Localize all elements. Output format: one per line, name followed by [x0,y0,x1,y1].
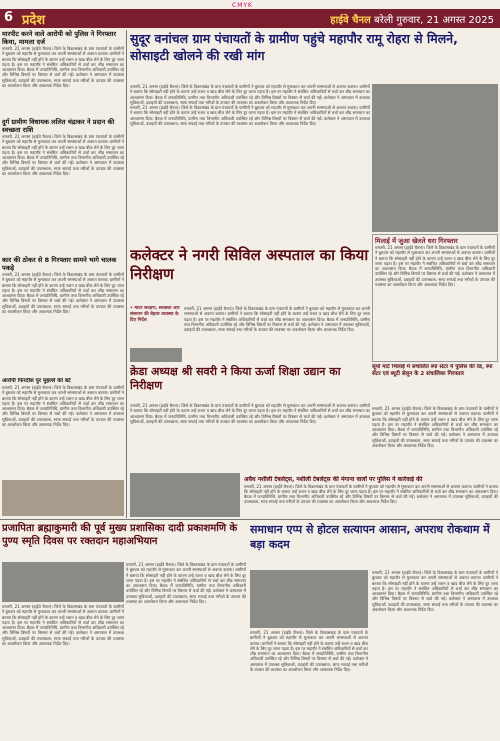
article-a6-headline: अवैध नशीली टेबलेट्स, नशीली टेबलेट्स की मंगाना वालों पर पुलिस ने कार्रवाई की [244,476,423,483]
article-l5-body-2: धमतरी, 21 अगस्त (हाईवे चैनल)। जिले के विकासखंड के ग्राम पंचायतों के ग्रामीणों ने बुधवार को महापौर से मुलाकात कर अपनी समस्याओं से अवगत कराया। ग्रामीणों ने बताया कि सोसाइटी नहीं होने के कारण उन्हें राशन व खाद बीज लेने के लिए दूर जाना पड़ता है। इस पर महापौर ने संबंधित अधिकारियों से चर्चा कर शीघ्र समाधान का आश्वासन दिया। बैठक में जनप्रतिनिधि, ग्रामीण तथा विभागीय अधिकारी उपस्थित रहे और विभिन्न विषयों पर विस्तार से चर्चा की गई। कलेक्टर ने अस्पताल में उपलब्ध सुविधाओं, दवाइयों की उपलब्धता, साफ सफाई तथा मरीजों के उपचार की व्यवस्था का अवलोकन किया और आवश्यक निर्देश दिए। [126,562,246,605]
article-l1-body: धमतरी, 21 अगस्त (हाईवे चैनल)। जिले के विकासखंड के ग्राम पंचायतों के ग्रामीणों ने बुधवार को महापौर से मुलाकात कर अपनी समस्याओं से अवगत कराया। ग्रामीणों ने बताया कि सोसाइटी नहीं होने के कारण उन्हें राशन व खाद बीज लेने के लिए दूर जाना पड़ता है। इस पर महापौर ने संबंधित अधिकारियों से चर्चा कर शीघ्र समाधान का आश्वासन दिया। बैठक में जनप्रतिनिधि, ग्रामीण तथा विभागीय अधिकारी उपस्थित रहे और विभिन्न विषयों पर विस्तार से चर्चा की गई। कलेक्टर ने अस्पताल में उपलब्ध सुविधाओं, दवाइयों की उपलब्धता, साफ सफाई तथा मरीजों के उपचार की व्यवस्था का अवलोकन किया और आवश्यक निर्देश दिए। [2,46,124,89]
article-l3-body: धमतरी, 21 अगस्त (हाईवे चैनल)। जिले के विकासखंड के ग्राम पंचायतों के ग्रामीणों ने बुधवार को महापौर से मुलाकात कर अपनी समस्याओं से अवगत कराया। ग्रामीणों ने बताया कि सोसाइटी नहीं होने के कारण उन्हें राशन व खाद बीज लेने के लिए दूर जाना पड़ता है। इस पर महापौर ने संबंधित अधिकारियों से चर्चा कर शीघ्र समाधान का आश्वासन दिया। बैठक में जनप्रतिनिधि, ग्रामीण तथा विभागीय अधिकारी उपस्थित रहे और विभिन्न विषयों पर विस्तार से चर्चा की गई। कलेक्टर ने अस्पताल में उपलब्ध सुविधाओं, दवाइयों की उपलब्धता, साफ सफाई तथा मरीजों के उपचार की व्यवस्था का अवलोकन किया और आवश्यक निर्देश दिए। [2,272,124,315]
article-l5-body-wrap [2,604,124,739]
photo-l5 [2,562,124,602]
article-a5-body: धमतरी, 21 अगस्त (हाईवे चैनल)। जिले के विकासखंड के ग्राम पंचायतों के ग्रामीणों ने बुधवार को महापौर से मुलाकात कर अपनी समस्याओं से अवगत कराया। ग्रामीणों ने बताया कि सोसाइटी नहीं होने के कारण उन्हें राशन व खाद बीज लेने के लिए दूर जाना पड़ता है। इस पर महापौर ने संबंधित अधिकारियों से चर्चा कर शीघ्र समाधान का आश्वासन दिया। बैठक में जनप्रतिनिधि, ग्रामीण तथा विभागीय अधिकारी उपस्थित रहे और विभिन्न विषयों पर विस्तार से चर्चा की गई। कलेक्टर ने अस्पताल में उपलब्ध सुविधाओं, दवाइयों की उपलब्धता, साफ सफाई तथा मरीजों के उपचार की व्यवस्था का अवलोकन किया और आवश्यक निर्देश दिए। [372,406,498,449]
column-divider [126,30,127,518]
article-a3-body-wrap [130,403,370,473]
paper-name: हाईवे चैनल [330,15,371,26]
photo-a1 [372,84,498,232]
article-a5 [372,364,498,404]
article-a3 [130,365,370,401]
article-a1-body-wrap [130,84,370,244]
article-a3-headline: क्रेडा अध्यक्ष श्री सवरी ने किया ऊर्जा शिक्षा उद्यान का निरीक्षण [130,365,341,392]
photo-left [2,480,124,516]
article-l4 [2,378,124,478]
article-a2-deck [130,306,182,346]
horizontal-divider [0,519,500,520]
article-a3-body: धमतरी, 21 अगस्त (हाईवे चैनल)। जिले के विकासखंड के ग्राम पंचायतों के ग्रामीणों ने बुधवार को महापौर से मुलाकात कर अपनी समस्याओं से अवगत कराया। ग्रामीणों ने बताया कि सोसाइटी नहीं होने के कारण उन्हें राशन व खाद बीज लेने के लिए दूर जाना पड़ता है। इस पर महापौर ने संबंधित अधिकारियों से चर्चा कर शीघ्र समाधान का आश्वासन दिया। बैठक में जनप्रतिनिधि, ग्रामीण तथा विभागीय अधिकारी उपस्थित रहे और विभिन्न विषयों पर विस्तार से चर्चा की गई। कलेक्टर ने अस्पताल में उपलब्ध सुविधाओं, दवाइयों की उपलब्धता, साफ सफाई तथा मरीजों के उपचार की व्यवस्था का अवलोकन किया और आवश्यक निर्देश दिए। [130,403,370,424]
article-a1 [130,30,498,82]
article-a5-body-wrap [372,406,498,474]
photo-a7 [250,570,368,628]
article-l4-body: धमतरी, 21 अगस्त (हाईवे चैनल)। जिले के विकासखंड के ग्राम पंचायतों के ग्रामीणों ने बुधवार को महापौर से मुलाकात कर अपनी समस्याओं से अवगत कराया। ग्रामीणों ने बताया कि सोसाइटी नहीं होने के कारण उन्हें राशन व खाद बीज लेने के लिए दूर जाना पड़ता है। इस पर महापौर ने संबंधित अधिकारियों से चर्चा कर शीघ्र समाधान का आश्वासन दिया। बैठक में जनप्रतिनिधि, ग्रामीण तथा विभागीय अधिकारी उपस्थित रहे और विभिन्न विषयों पर विस्तार से चर्चा की गई। कलेक्टर ने अस्पताल में उपलब्ध सुविधाओं, दवाइयों की उपलब्धता, साफ सफाई तथा मरीजों के उपचार की व्यवस्था का अवलोकन किया और आवश्यक निर्देश दिए। [2,385,124,428]
article-l5 [2,522,246,562]
article-l4-headline: आरोपी फिरदौस पुर मुहल्ले को बंटे [2,378,71,384]
article-l3 [2,256,124,374]
article-a4-body: धमतरी, 21 अगस्त (हाईवे चैनल)। जिले के विकासखंड के ग्राम पंचायतों के ग्रामीणों ने बुधवार को महापौर से मुलाकात कर अपनी समस्याओं से अवगत कराया। ग्रामीणों ने बताया कि सोसाइटी नहीं होने के कारण उन्हें राशन व खाद बीज लेने के लिए दूर जाना पड़ता है। इस पर महापौर ने संबंधित अधिकारियों से चर्चा कर शीघ्र समाधान का आश्वासन दिया। बैठक में जनप्रतिनिधि, ग्रामीण तथा विभागीय अधिकारी उपस्थित रहे और विभिन्न विषयों पर विस्तार से चर्चा की गई। कलेक्टर ने अस्पताल में उपलब्ध सुविधाओं, दवाइयों की उपलब्धता, साफ सफाई तथा मरीजों के उपचार की व्यवस्था का अवलोकन किया और आवश्यक निर्देश दिए। [375,245,495,288]
article-a6 [244,476,498,518]
article-a5-headline: सूर्या मार्ट भिलाई में संचालित स्पा सेंटर में पुलिस की रेड, स्पा सेंटर एवं ब्यूटी सेलून के 2 संचालिका गिरफ्तार [372,364,493,377]
photo-a3 [130,473,240,517]
article-a4 [372,234,498,362]
article-a2-bullets: • मंदिर संरक्षण, स्वच्छता और संसाधन की बेहतर व्यवस्था के दिए निर्देश [130,306,180,323]
article-a1-body: धमतरी, 21 अगस्त (हाईवे चैनल)। जिले के विकासखंड के ग्राम पंचायतों के ग्रामीणों ने बुधवार को महापौर से मुलाकात कर अपनी समस्याओं से अवगत कराया। ग्रामीणों ने बताया कि सोसाइटी नहीं होने के कारण उन्हें राशन व खाद बीज लेने के लिए दूर जाना पड़ता है। इस पर महापौर ने संबंधित अधिकारियों से चर्चा कर शीघ्र समाधान का आश्वासन दिया। बैठक में जनप्रतिनिधि, ग्रामीण तथा विभागीय अधिकारी उपस्थित रहे और विभिन्न विषयों पर विस्तार से चर्चा की गई। कलेक्टर ने अस्पताल में उपलब्ध सुविधाओं, दवाइयों की उपलब्धता, साफ सफाई तथा मरीजों के उपचार की व्यवस्था का अवलोकन किया और आवश्यक निर्देश दिए। [130,84,370,105]
article-l5-headline: प्रजापिता ब्रह्माकुमारी की पूर्व मुख्य प्रशासिका दादी प्रकाशमणि के पुण्य स्मृति दिवस पर रक्तदान महाअभियान [2,523,238,547]
article-a7-headline: समाधान एप्प से होटल सत्यापन आसान, अपराध रोकथाम में बड़ा कदम [250,523,490,551]
page-header [0,9,500,28]
article-l1-headline: मारपीट करने वाले आरोपी को पुलिस ने गिरफ्तार किया, मामला दर्ज [2,30,117,46]
article-a2-body-wrap [184,306,370,362]
article-l5-body: धमतरी, 21 अगस्त (हाईवे चैनल)। जिले के विकासखंड के ग्राम पंचायतों के ग्रामीणों ने बुधवार को महापौर से मुलाकात कर अपनी समस्याओं से अवगत कराया। ग्रामीणों ने बताया कि सोसाइटी नहीं होने के कारण उन्हें राशन व खाद बीज लेने के लिए दूर जाना पड़ता है। इस पर महापौर ने संबंधित अधिकारियों से चर्चा कर शीघ्र समाधान का आश्वासन दिया। बैठक में जनप्रतिनिधि, ग्रामीण तथा विभागीय अधिकारी उपस्थित रहे और विभिन्न विषयों पर विस्तार से चर्चा की गई। कलेक्टर ने अस्पताल में उपलब्ध सुविधाओं, दवाइयों की उपलब्धता, साफ सफाई तथा मरीजों के उपचार की व्यवस्था का अवलोकन किया और आवश्यक निर्देश दिए। [2,604,124,647]
article-a7-body-2: धमतरी, 21 अगस्त (हाईवे चैनल)। जिले के विकासखंड के ग्राम पंचायतों के ग्रामीणों ने बुधवार को महापौर से मुलाकात कर अपनी समस्याओं से अवगत कराया। ग्रामीणों ने बताया कि सोसाइटी नहीं होने के कारण उन्हें राशन व खाद बीज लेने के लिए दूर जाना पड़ता है। इस पर महापौर ने संबंधित अधिकारियों से चर्चा कर शीघ्र समाधान का आश्वासन दिया। बैठक में जनप्रतिनिधि, ग्रामीण तथा विभागीय अधिकारी उपस्थित रहे और विभिन्न विषयों पर विस्तार से चर्चा की गई। कलेक्टर ने अस्पताल में उपलब्ध सुविधाओं, दवाइयों की उपलब्धता, साफ सफाई तथा मरीजों के उपचार की व्यवस्था का अवलोकन किया और आवश्यक निर्देश दिए। [250,630,368,673]
article-a4-headline: मिलाई में जुआ खेलते धरा गिरफ्तार [375,237,458,245]
photo-a2 [130,348,182,362]
article-a1-headline: सुदूर वनांचल ग्राम पंचायतों के ग्रामीण पहुंचे महापौर रामू रोहरा से मिलने, सोसाइटी खोलने की रखी मांग [130,31,458,63]
article-l2-body: धमतरी, 21 अगस्त (हाईवे चैनल)। जिले के विकासखंड के ग्राम पंचायतों के ग्रामीणों ने बुधवार को महापौर से मुलाकात कर अपनी समस्याओं से अवगत कराया। ग्रामीणों ने बताया कि सोसाइटी नहीं होने के कारण उन्हें राशन व खाद बीज लेने के लिए दूर जाना पड़ता है। इस पर महापौर ने संबंधित अधिकारियों से चर्चा कर शीघ्र समाधान का आश्वासन दिया। बैठक में जनप्रतिनिधि, ग्रामीण तथा विभागीय अधिकारी उपस्थित रहे और विभिन्न विषयों पर विस्तार से चर्चा की गई। कलेक्टर ने अस्पताल में उपलब्ध सुविधाओं, दवाइयों की उपलब्धता, साफ सफाई तथा मरीजों के उपचार की व्यवस्था का अवलोकन किया और आवश्यक निर्देश दिए। [2,134,124,177]
page-number: 6 [4,10,14,25]
article-a6-body: धमतरी, 21 अगस्त (हाईवे चैनल)। जिले के विकासखंड के ग्राम पंचायतों के ग्रामीणों ने बुधवार को महापौर से मुलाकात कर अपनी समस्याओं से अवगत कराया। ग्रामीणों ने बताया कि सोसाइटी नहीं होने के कारण उन्हें राशन व खाद बीज लेने के लिए दूर जाना पड़ता है। इस पर महापौर ने संबंधित अधिकारियों से चर्चा कर शीघ्र समाधान का आश्वासन दिया। बैठक में जनप्रतिनिधि, ग्रामीण तथा विभागीय अधिकारी उपस्थित रहे और विभिन्न विषयों पर विस्तार से चर्चा की गई। कलेक्टर ने अस्पताल में उपलब्ध सुविधाओं, दवाइयों की उपलब्धता, साफ सफाई तथा मरीजों के उपचार की व्यवस्था का अवलोकन किया और आवश्यक निर्देश दिए। [244,483,498,505]
article-l3-headline: कार की ठोकर से 8 गिरफ्तार सामने भागे चालक पकड़े [2,256,117,272]
article-a2-body: धमतरी, 21 अगस्त (हाईवे चैनल)। जिले के विकासखंड के ग्राम पंचायतों के ग्रामीणों ने बुधवार को महापौर से मुलाकात कर अपनी समस्याओं से अवगत कराया। ग्रामीणों ने बताया कि सोसाइटी नहीं होने के कारण उन्हें राशन व खाद बीज लेने के लिए दूर जाना पड़ता है। इस पर महापौर ने संबंधित अधिकारियों से चर्चा कर शीघ्र समाधान का आश्वासन दिया। बैठक में जनप्रतिनिधि, ग्रामीण तथा विभागीय अधिकारी उपस्थित रहे और विभिन्न विषयों पर विस्तार से चर्चा की गई। कलेक्टर ने अस्पताल में उपलब्ध सुविधाओं, दवाइयों की उपलब्धता, साफ सफाई तथा मरीजों के उपचार की व्यवस्था का अवलोकन किया और आवश्यक निर्देश दिए। [184,306,370,333]
article-a7 [250,522,498,568]
article-a7-body: धमतरी, 21 अगस्त (हाईवे चैनल)। जिले के विकासखंड के ग्राम पंचायतों के ग्रामीणों ने बुधवार को महापौर से मुलाकात कर अपनी समस्याओं से अवगत कराया। ग्रामीणों ने बताया कि सोसाइटी नहीं होने के कारण उन्हें राशन व खाद बीज लेने के लिए दूर जाना पड़ता है। इस पर महापौर ने संबंधित अधिकारियों से चर्चा कर शीघ्र समाधान का आश्वासन दिया। बैठक में जनप्रतिनिधि, ग्रामीण तथा विभागीय अधिकारी उपस्थित रहे और विभिन्न विषयों पर विस्तार से चर्चा की गई। कलेक्टर ने अस्पताल में उपलब्ध सुविधाओं, दवाइयों की उपलब्धता, साफ सफाई तथा मरीजों के उपचार की व्यवस्था का अवलोकन किया और आवश्यक निर्देश दिए। [372,570,498,613]
article-l2 [2,118,124,253]
article-a2-headline: कलेक्टर ने नगरी सिविल अस्पताल का किया निरीक्षण [130,246,369,283]
section-title: प्रदेश [22,13,46,28]
article-a7-body-wrap [372,570,498,739]
article-a2 [130,246,370,304]
article-l5-body-wrap-2 [126,562,246,739]
article-l1 [2,30,124,116]
issue-date: गुरुवार, 21 अगस्त 2025 [396,15,494,26]
masthead [330,12,494,26]
city: बरेली [374,15,394,26]
article-l2-headline: दुर्ग ग्रामीण विधायक ललित चंद्राकर ने प्रदान की स्वच्छता राशि [2,118,115,134]
cmyk-mark: CMYK [232,2,253,9]
article-a1-body-2: धमतरी, 21 अगस्त (हाईवे चैनल)। जिले के विकासखंड के ग्राम पंचायतों के ग्रामीणों ने बुधवार को महापौर से मुलाकात कर अपनी समस्याओं से अवगत कराया। ग्रामीणों ने बताया कि सोसाइटी नहीं होने के कारण उन्हें राशन व खाद बीज लेने के लिए दूर जाना पड़ता है। इस पर महापौर ने संबंधित अधिकारियों से चर्चा कर शीघ्र समाधान का आश्वासन दिया। बैठक में जनप्रतिनिधि, ग्रामीण तथा विभागीय अधिकारी उपस्थित रहे और विभिन्न विषयों पर विस्तार से चर्चा की गई। कलेक्टर ने अस्पताल में उपलब्ध सुविधाओं, दवाइयों की उपलब्धता, साफ सफाई तथा मरीजों के उपचार की व्यवस्था का अवलोकन किया और आवश्यक निर्देश दिए। [130,105,370,127]
article-a7-body-wrap-2 [250,630,368,739]
